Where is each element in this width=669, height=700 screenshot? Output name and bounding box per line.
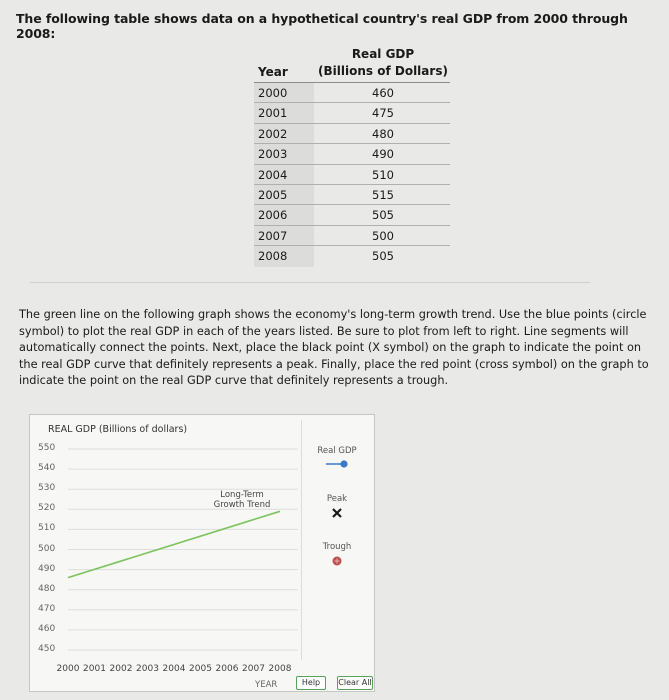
x-tick-label: 2007 [242,664,265,674]
gdp-cell: 510 [372,167,394,182]
legend-real-gdp-label: Real GDP [317,446,357,456]
legend-trough-label: Trough [322,542,352,552]
trough-point-tool[interactable] [331,555,343,567]
circle-icon [340,460,347,467]
x-tick-label: 2005 [189,664,212,674]
x-tick-label: 2003 [136,664,159,674]
real-gdp-point-tool[interactable] [324,458,350,470]
x-tick-label: 2001 [83,664,106,674]
y-tick-label: 520 [38,503,56,514]
legend-peak-label: Peak [326,494,348,504]
y-tick-label: 460 [38,623,56,634]
x-tick-label: 2008 [268,664,292,674]
year-cell: 2002 [258,126,288,141]
year-cell: 2003 [258,147,288,162]
y-axis-title: REAL GDP (Billions of dollars) [48,424,188,435]
legend-panel [301,420,371,660]
gdp-cell: 475 [372,106,394,121]
y-tick-label: 450 [38,644,56,654]
trend-label-line2: Growth Trend [213,500,271,510]
gdp-cell: 480 [372,126,394,141]
gdp-cell: 460 [372,86,394,100]
x-icon [333,509,341,517]
x-tick-label: 2000 [56,664,80,674]
help-button[interactable]: Help [296,676,326,690]
intro-text: The following table shows data on a hypothetical country's real GDP from 2000 through 2008: [16,11,628,41]
y-tick-label: 550 [38,443,56,453]
year-cell: 2000 [258,86,288,100]
y-tick-label: 490 [38,563,56,574]
gdp-cell: 515 [372,187,394,202]
trend-label-line1: Long-Term [220,490,264,500]
y-tick-label: 510 [38,523,56,534]
gdp-header-line2: (Billions of Dollars) [318,64,448,78]
trend-label [207,490,277,510]
gdp-cell: 505 [372,208,394,223]
year-cell: 2007 [258,228,288,243]
y-tick-label: 500 [38,543,56,554]
x-tick-label: 2002 [109,664,133,674]
year-header: Year [258,65,288,79]
year-cell: 2008 [258,249,288,264]
gdp-cell: 505 [372,249,394,264]
year-cell: 2004 [258,167,288,182]
trend-line [68,511,280,577]
y-tick-label: 470 [38,603,56,614]
gdp-cell: 500 [372,228,394,243]
peak-point-tool[interactable] [331,507,343,519]
year-cell: 2006 [258,208,288,223]
y-tick-label: 480 [38,583,56,594]
y-tick-label: 530 [38,483,56,494]
x-axis-title: YEAR [255,680,278,690]
x-tick-label: 2004 [162,664,186,674]
clear-all-button[interactable]: Clear All [337,676,373,690]
gdp-cell: 490 [372,147,394,162]
y-tick-label: 540 [38,463,56,474]
instructions-text: The green line on the following graph shows the economy's long-term growth trend. Use the blue points (circle symbol) to plot the real GDP in each of the years listed. Be sure to plot from left to right. Line segments will automatically connect the points. Next, place the black point (X symbol) on the graph to indicate the point on the real GDP curve that definitely represents a peak. Finally, place the red point (cross symbol) on the graph to indicate the point on the real GDP curve that definitely represents a trough. [19,308,649,387]
gdp-header-line1: Real GDP [351,47,415,61]
year-cell: 2005 [258,187,288,202]
year-cell: 2001 [258,106,288,121]
x-tick-label: 2006 [215,664,239,674]
